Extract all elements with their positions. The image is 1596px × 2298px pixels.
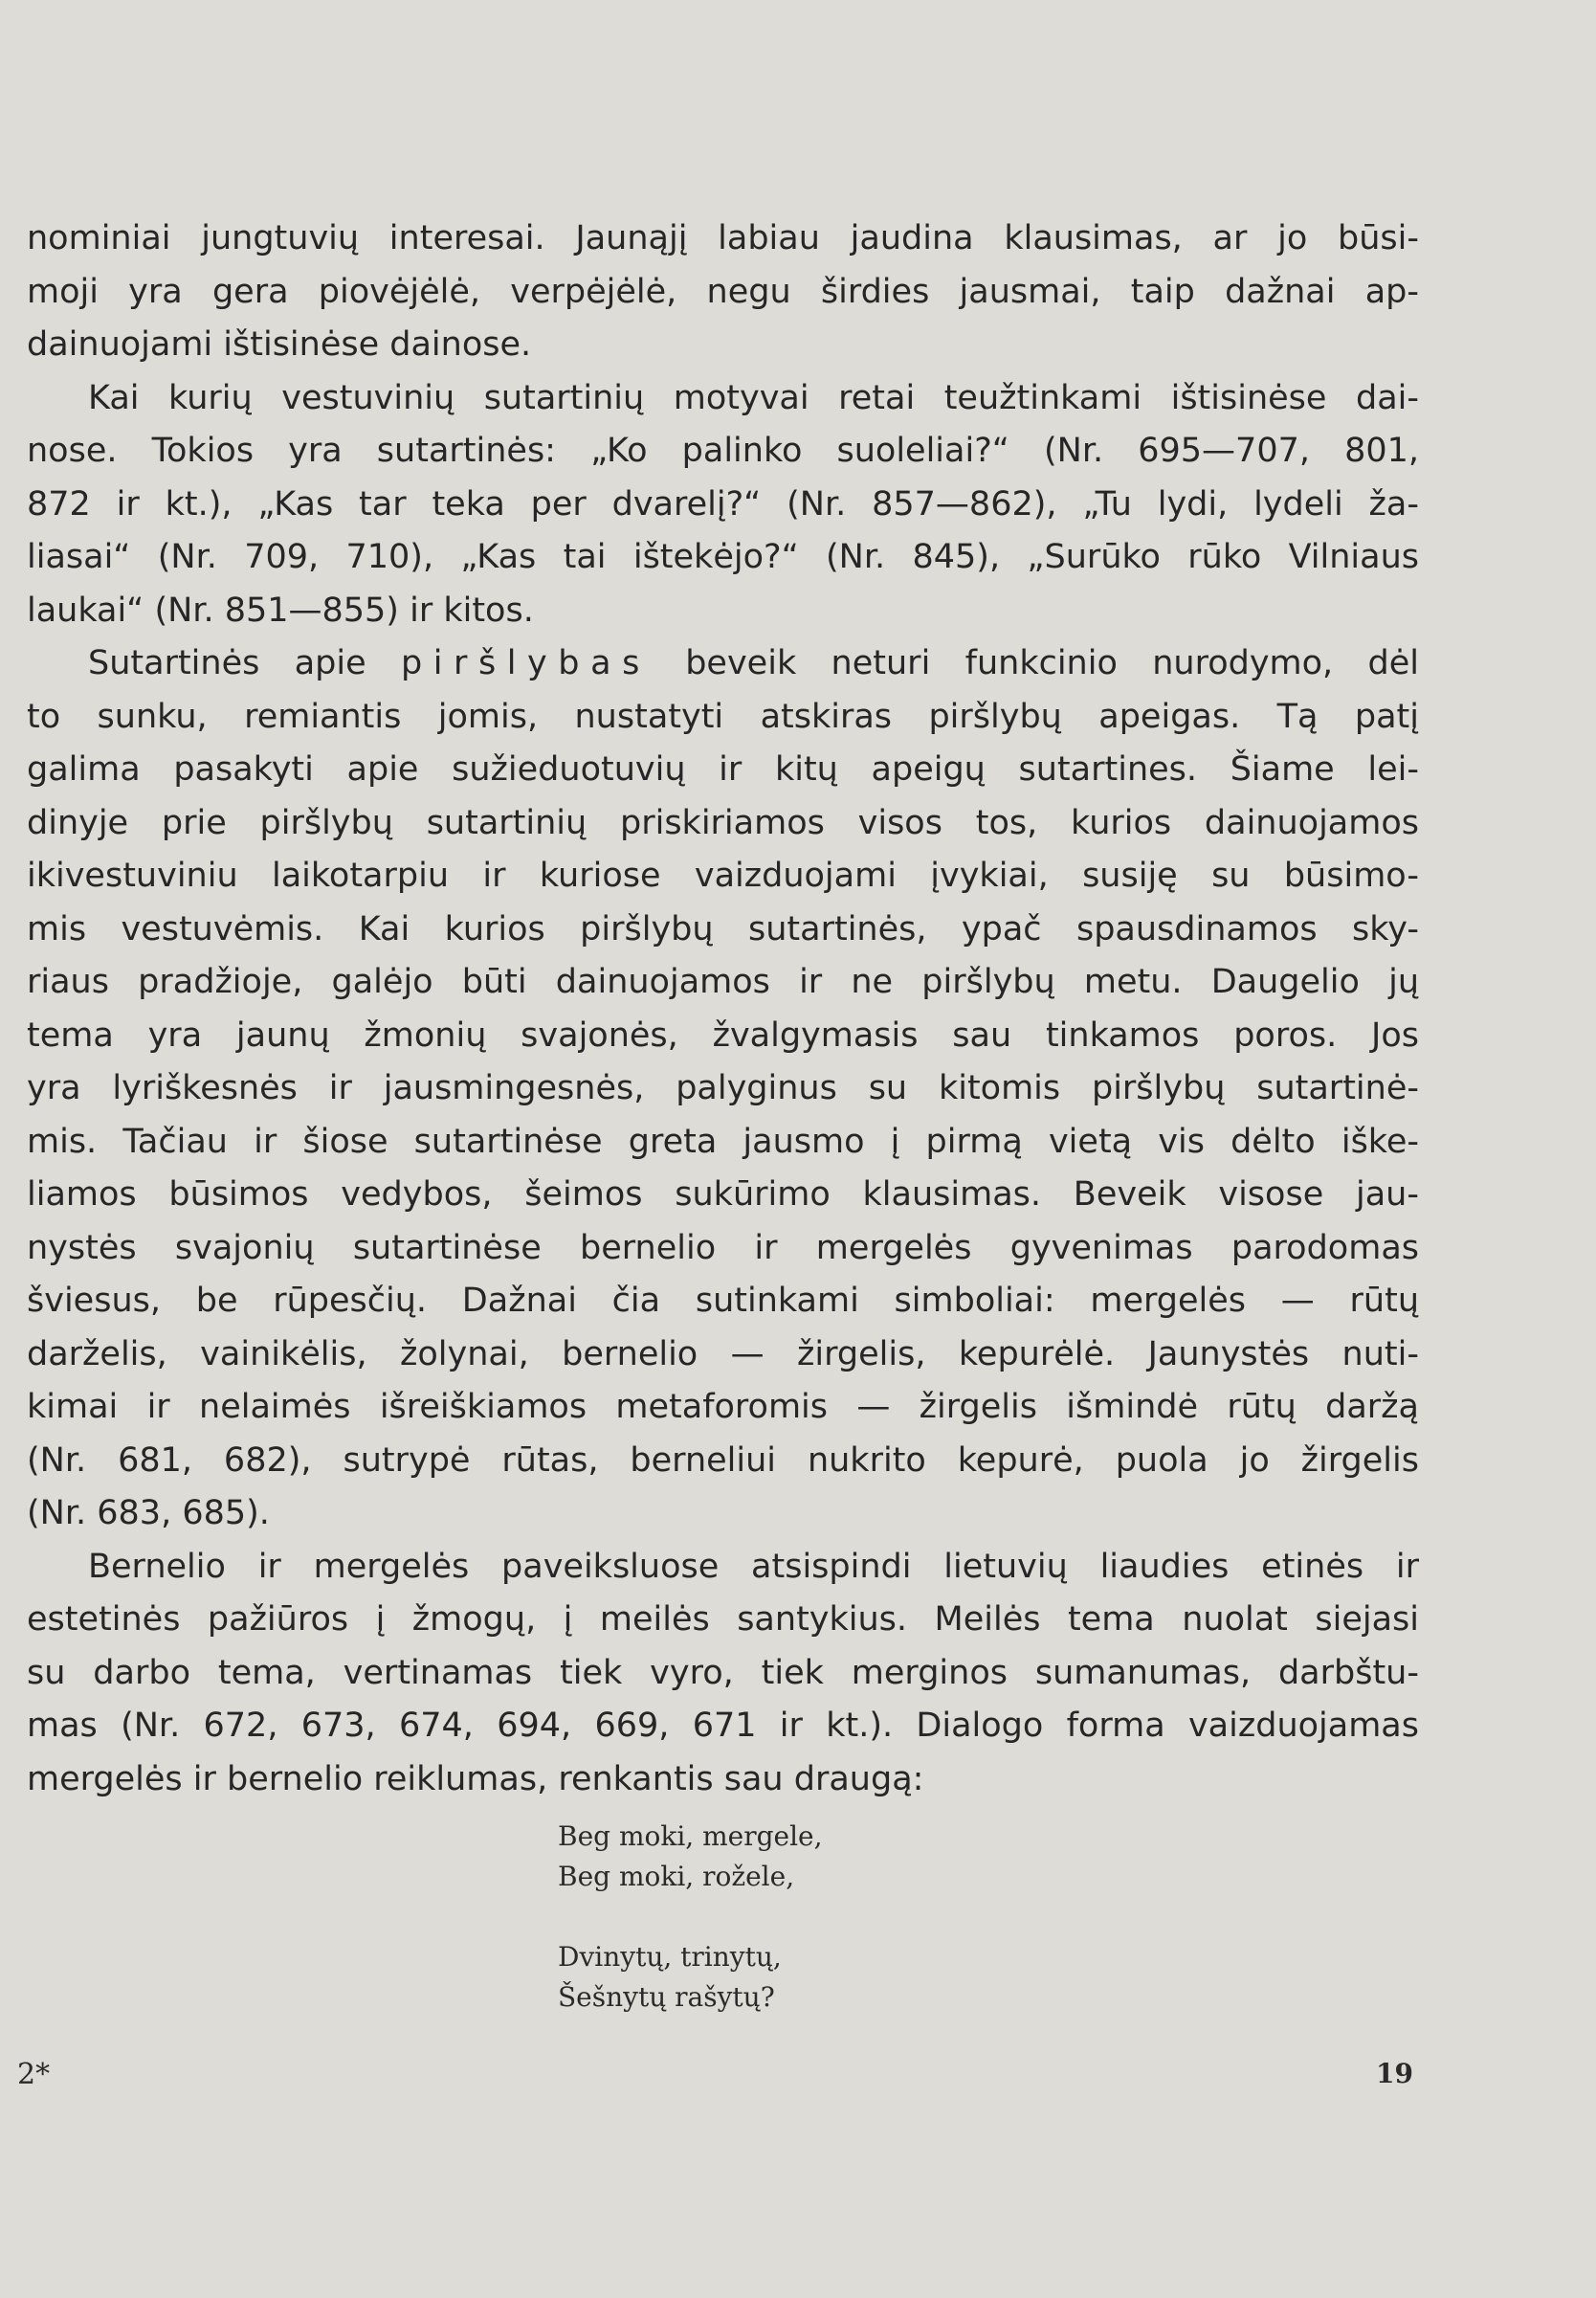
verse-line: Šešnytų rašytų? (558, 1981, 775, 2013)
signature-mark: 2* (17, 2058, 51, 2091)
text-line: su darbo tema, vertinamas tiek vyro, tiek merginos sumanumas, darbštu- (27, 1653, 1419, 1692)
text-line: (Nr. 681, 682), sutrypė rūtas, berneliui nukrito kepurė, puola jo žirgelis (27, 1440, 1419, 1480)
text-line: dainuojami ištisinėse dainose. (27, 325, 532, 364)
page-number: 19 (1376, 2058, 1413, 2089)
text-line: 872 ir kt.), „Kas tar teka per dvarelį?“ (Nr. 857—862), „Tu lydi, lydeli ža- (27, 484, 1419, 524)
text-line: liasai“ (Nr. 709, 710), „Kas tai ištekėjo?“ (Nr. 845), „Surūko rūko Vilniaus (27, 538, 1419, 576)
text-line: nominiai jungtuvių interesai. Jaunąjį labiau jaudina klausimas, ar jo būsi- (27, 219, 1419, 257)
text-line: to sunku, remiantis jomis, nustatyti atskiras piršlybų apeigas. Tą patį (27, 697, 1419, 736)
text-line: nose. Tokios yra sutartinės: „Ko palinko suoleliai?“ (Nr. 695—707, 801, (27, 432, 1419, 470)
text-line: moji yra gera piovėjėlė, verpėjėlė, negu širdies jausmai, taip dažnai ap- (27, 272, 1419, 311)
text-line: dinyje prie piršlybų sutartinių priskiriamos visos tos, kurios dainuojamos (27, 803, 1419, 842)
text-line: mis vestuvėmis. Kai kurios piršlybų sutartinės, ypač spausdinamos sky- (27, 909, 1419, 948)
verse-line: Beg moki, mergele, (558, 1820, 823, 1852)
paragraph-start-line: Kai kurių vestuvinių sutartinių motyvai retai teužtinkami ištisinėse dai- (88, 378, 1419, 417)
text-segment: Sutartinės apie (88, 644, 366, 682)
text-line: laukai“ (Nr. 851—855) ir kitos. (27, 591, 534, 630)
text-line: (Nr. 683, 685). (27, 1494, 270, 1532)
text-line: mergelės ir bernelio reiklumas, renkantis sau draugą: (27, 1759, 924, 1798)
emphasized-word: piršlybas (401, 644, 651, 682)
verse-quote (558, 1817, 823, 2018)
text-line: mis. Tačiau ir šiose sutartinėse greta jausmo į pirmą vietą vis dėlto iške- (27, 1122, 1419, 1161)
text-line: ikivestuviniu laikotarpiu ir kuriose vaizduojami įvykiai, susiję su būsimo- (27, 857, 1419, 895)
text-line: mas (Nr. 672, 673, 674, 694, 669, 671 ir kt.). Dialogo forma vaizduojamas (27, 1707, 1419, 1745)
verse-line: Dvinytų, trinytų, (558, 1941, 782, 1973)
text-line: darželis, vainikėlis, žolynai, bernelio — žirgelis, kepurėlė. Jaunystės nuti- (27, 1334, 1419, 1373)
verse-line: Beg moki, rožele, (558, 1861, 795, 1892)
paragraph-start-line (27, 637, 1419, 691)
text-line: kimai ir nelaimės išreiškiamos metaforomis — žirgelis išmindė rūtų daržą (27, 1388, 1419, 1426)
text-line: riaus pradžioje, galėjo būti dainuojamos ir ne piršlybų metu. Daugelio jų (27, 963, 1419, 1001)
text-line: nystės svajonių sutartinėse bernelio ir mergelės gyvenimas parodomas (27, 1228, 1419, 1267)
text-line: estetinės pažiūros į žmogų, į meilės santykius. Meilės tema nuolat siejasi (27, 1600, 1419, 1639)
paragraph-start-line: Bernelio ir mergelės paveiksluose atsispindi lietuvių liaudies etinės ir (88, 1547, 1419, 1586)
text-line: liamos būsimos vedybos, šeimos sukūrimo klausimas. Beveik visose jau- (27, 1175, 1419, 1214)
body-text (27, 212, 1419, 1806)
text-line: tema yra jaunų žmonių svajonės, žvalgymasis sau tinkamos poros. Jos (27, 1015, 1419, 1055)
verse-stanza (558, 1817, 823, 1897)
text-line: galima pasakyti apie sužieduotuvių ir kitų apeigų sutartines. Šiame lei- (27, 750, 1419, 789)
text-line: yra lyriškesnės ir jausmingesnės, palyginus su kitomis piršlybų sutartinė- (27, 1069, 1419, 1107)
verse-stanza (558, 1937, 823, 2018)
text-segment: beveik neturi funkcinio nurodymo, dėl (685, 644, 1420, 682)
text-line: šviesus, be rūpesčių. Dažnai čia sutinkami simboliai: mergelės — rūtų (27, 1282, 1419, 1320)
